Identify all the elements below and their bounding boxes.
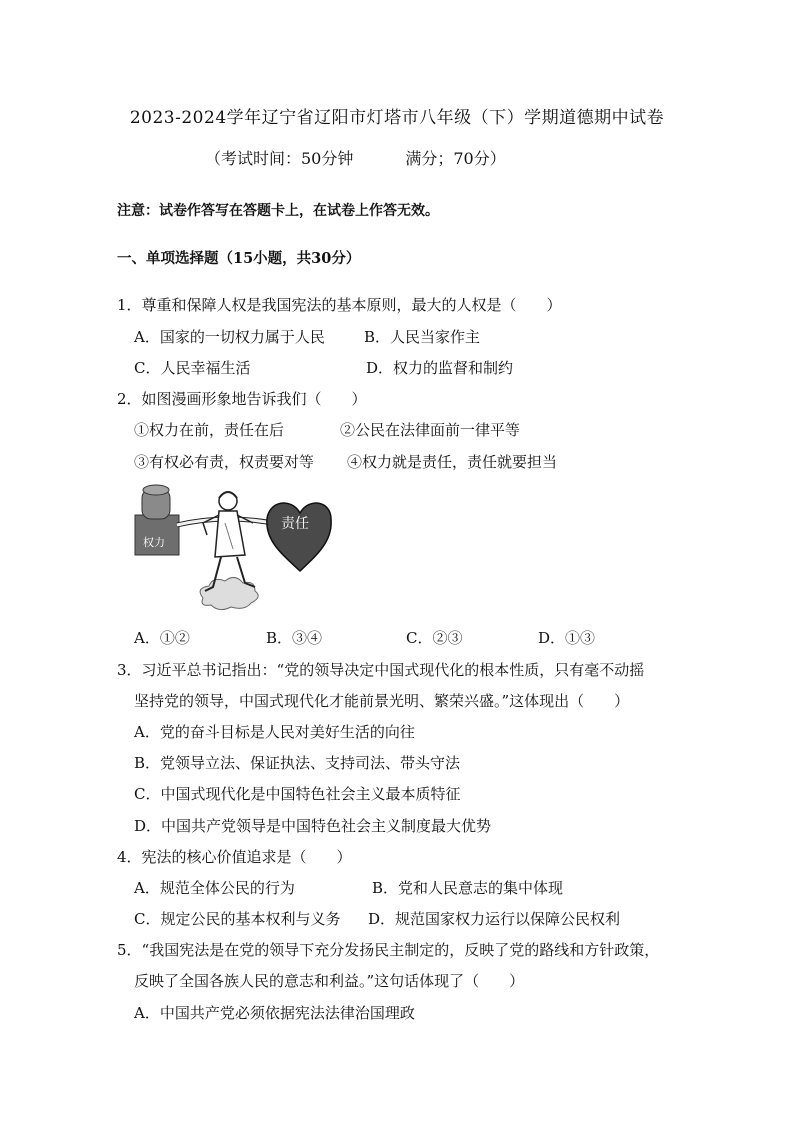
q1-option-c: C．人民幸福生活 [134, 359, 251, 377]
q1-option-b: B．人民当家作主 [364, 328, 481, 346]
weight-base [135, 515, 179, 555]
q3-stem-line-2: 坚持党的领导，中国式现代化才能前景光明、繁荣兴盛。”这体现出（ ） [134, 692, 630, 710]
q3-option-a: A．党的奋斗目标是人民对美好生活的向往 [134, 723, 415, 741]
q3-option-d: D．中国共产党领导是中国特色社会主义制度最大优势 [134, 817, 492, 835]
cloud-shape [200, 577, 258, 609]
q5-stem-line-1: 5．“我国宪法是在党的领导下充分发扬民主制定的，反映了党的路线和方针政策， [117, 941, 660, 959]
heart-shape [267, 503, 331, 571]
q1-option-d: D．权力的监督和制约 [366, 359, 514, 377]
q2-option-c: C．②③ [406, 629, 463, 647]
q3-stem-line-1: 3．习近平总书记指出：“党的领导决定中国式现代化的根本性质，只有毫不动摇 [117, 661, 645, 679]
q5-option-a: A．中国共产党必须依据宪法法律治国理政 [134, 1004, 415, 1022]
q4-option-a: A．规范全体公民的行为 [134, 879, 295, 897]
q3-option-b: B．党领导立法、保证执法、支持司法、带头守法 [134, 754, 461, 772]
q2-statement-1: ①权力在前，责任在后 [134, 421, 285, 439]
q2-statement-3: ③有权必有责，权责要对等 [134, 453, 315, 471]
q4-option-c: C．规定公民的基本权利与义务 [134, 910, 341, 928]
q5-stem-line-2: 反映了全国各族人民的意志和利益。”这句话体现了（ ） [134, 972, 525, 990]
duty-label: 责任 [281, 516, 309, 532]
q3-option-c: C．中国式现代化是中国特色社会主义最本质特征 [134, 785, 461, 803]
q2-option-d: D．①③ [538, 629, 596, 647]
weight-cap [143, 485, 169, 495]
q1-option-a: A．国家的一切权力属于人民 [134, 328, 325, 346]
exam-title: 2023-2024学年辽宁省辽阳市灯塔市八年级（下）学期道德期中试卷 [129, 108, 665, 128]
q2-statement-4: ④权力就是责任，责任就要担当 [347, 453, 558, 471]
exam-score: 满分；70分） [405, 149, 506, 168]
q2-statement-2: ②公民在法律面前一律平等 [340, 421, 521, 439]
q2-option-a: A．①② [134, 629, 190, 647]
exam-subtitle [205, 146, 506, 169]
q2-option-b: B．③④ [266, 629, 323, 647]
q4-stem: 4．宪法的核心价值追求是（ ） [117, 848, 352, 866]
exam-time: （考试时间：50分钟 [205, 149, 354, 168]
q4-option-d: D．规范国家权力运行以保障公民权利 [368, 910, 621, 928]
notice: 注意：试卷作答写在答题卡上，在试卷上作答无效。 [117, 203, 439, 219]
power-label: 权力 [143, 536, 165, 549]
q4-option-b: B．党和人民意志的集中体现 [372, 879, 564, 897]
q1-stem: 1．尊重和保障人权是我国宪法的基本原则，最大的人权是（ ） [117, 296, 562, 314]
q2-stem: 2．如图漫画形象地告诉我们（ ） [117, 390, 367, 408]
cartoon-image [133, 483, 333, 613]
section-heading: 一、单项选择题（15小题，共30分） [117, 250, 361, 267]
